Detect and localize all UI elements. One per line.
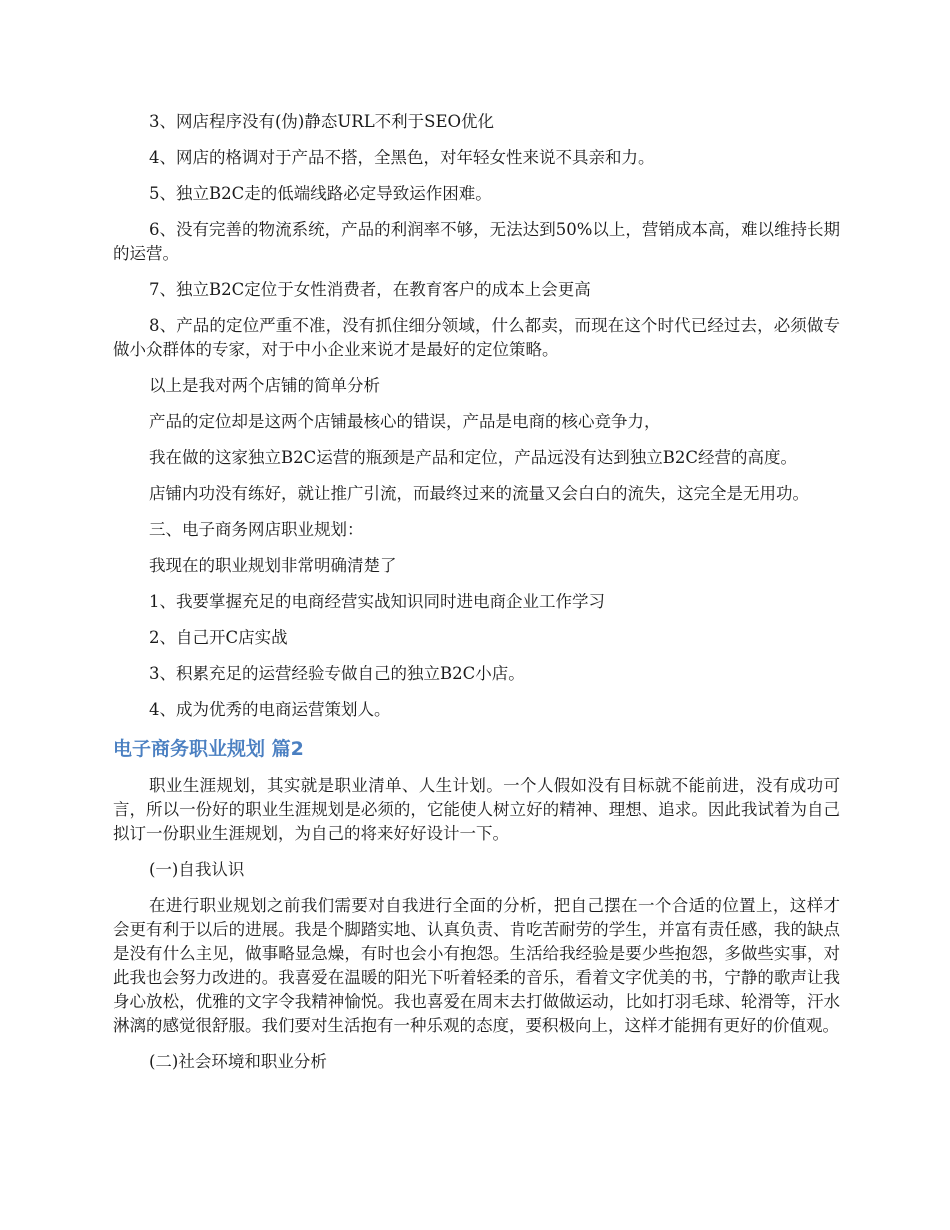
list-item: 2、自己开C店实战 (149, 628, 288, 647)
paragraph: 4、网店的格调对于产品不搭，全黑色，对年轻女性来说不具亲和力。 (149, 148, 655, 167)
paragraph: 6、没有完善的物流系统，产品的利润率不够，无法达到50%以上，营销成本高，难以维持长期的运营。 (113, 220, 840, 263)
paragraph: 3、网店程序没有(伪)静态URL不利于SEO优化 (149, 112, 495, 131)
list-item: 4、成为优秀的电商运营策划人。 (149, 700, 391, 719)
paragraph: 产品的定位却是这两个店铺最核心的错误，产品是电商的核心竞争力， (149, 412, 661, 431)
section-heading: 电子商务职业规划 篇2 (113, 738, 304, 760)
section-subtitle: (二)社会环境和职业分析 (149, 1052, 327, 1071)
paragraph: 5、独立B2C走的低端线路必定导致运作困难。 (149, 184, 492, 203)
paragraph: 以上是我对两个店铺的简单分析 (149, 376, 380, 395)
list-item: 3、积累充足的运营经验专做自己的独立B2C小店。 (149, 664, 525, 683)
section-subtitle: (一)自我认识 (149, 860, 245, 879)
paragraph: 我现在的职业规划非常明确清楚了 (149, 556, 397, 575)
paragraph: 店铺内功没有练好，就让推广引流，而最终过来的流量又会白白的流失，这完全是无用功。 (149, 484, 809, 503)
document-body (113, 110, 840, 1086)
paragraph: 我在做的这家独立B2C运营的瓶颈是产品和定位，产品远没有达到独立B2C经营的高度。 (149, 448, 797, 467)
list-item: 1、我要掌握充足的电商经营实战知识同时进电商企业工作学习 (149, 592, 605, 611)
section-subtitle: 三、电子商务网店职业规划： (149, 520, 364, 539)
paragraph: 7、独立B2C定位于女性消费者，在教育客户的成本上会更高 (149, 280, 591, 299)
paragraph: 职业生涯规划，其实就是职业清单、人生计划。一个人假如没有目标就不能前进，没有成功可言，所以一份好的职业生涯规划是必须的，它能使人树立好的精神、理想、追求。因此我试着为自己拟订一份职业生涯规划，为自己的将来好好设计一下。 (113, 776, 840, 843)
paragraph: 在进行职业规划之前我们需要对自我进行全面的分析，把自己摆在一个合适的位置上，这样才会更有利于以后的进展。我是个脚踏实地、认真负责、肯吃苦耐劳的学生，并富有责任感，我的缺点是没有什么主见，做事略显急燥，有时也会小有抱怨。生活给我经验是要少些抱怨，多做些实事，对此我也会努力改进的。我喜爱在温暖的阳光下听着轻柔的音乐，看着文字优美的书，宁静的歌声让我身心放松，优雅的文字令我精神愉悦。我也喜爱在周末去打做做运动，比如打羽毛球、轮滑等，汗水淋漓的感觉很舒服。我们要对生活抱有一种乐观的态度，要积极向上，这样才能拥有更好的价值观。 (113, 896, 840, 1035)
paragraph: 8、产品的定位严重不准，没有抓住细分领域，什么都卖，而现在这个时代已经过去，必须做专做小众群体的专家，对于中小企业来说才是最好的定位策略。 (113, 316, 840, 359)
